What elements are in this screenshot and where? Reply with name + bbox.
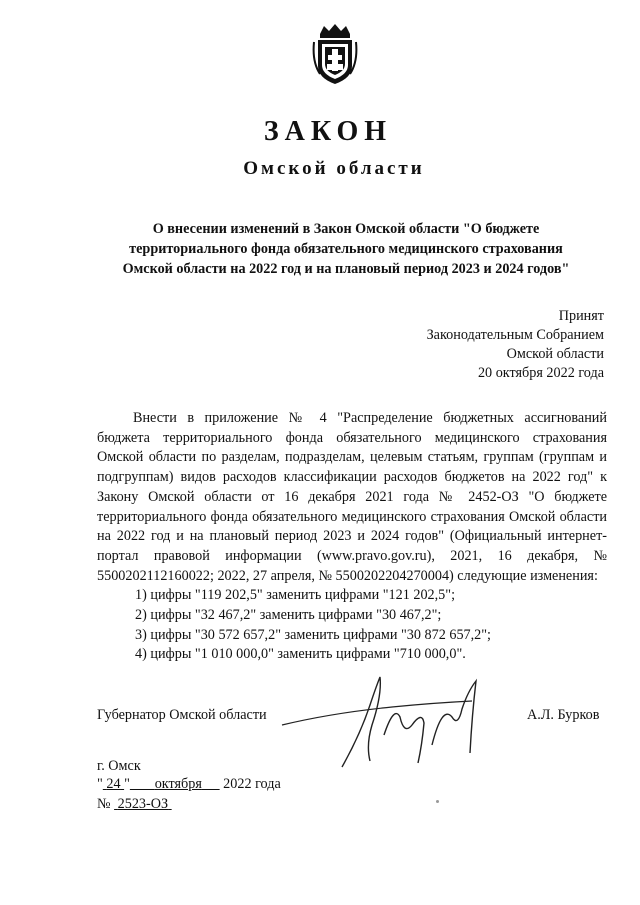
date-year: 2022 года	[223, 776, 281, 792]
governor-label: Губернатор Омской области	[97, 707, 267, 723]
document-title: ЗАКОН	[263, 116, 393, 147]
law-heading-line: О внесении изменений в Закон Омской области "О бюджете	[152, 221, 540, 237]
scan-speck	[436, 800, 439, 803]
law-body	[97, 409, 607, 665]
law-heading	[90, 219, 602, 279]
number-value: 2523-ОЗ	[117, 796, 169, 812]
date-day: 24	[106, 776, 121, 792]
signing-city: г. Омск	[97, 758, 141, 774]
amendment-item: 3) цифры "30 572 657,2" заменить цифрами "30 872 657,2";	[135, 626, 492, 643]
adoption-line: Законодательным Собранием	[426, 327, 604, 343]
amendment-item: 1) цифры "119 202,5" заменить цифрами "121 202,5";	[135, 587, 456, 604]
adoption-line: Принят	[558, 308, 604, 324]
body-paragraph: Внести в приложение № 4 "Распределение бюджетных ассигнований бюджета территориального фонда обязательного медицинского страхования Омской области по разделам, подразделам, целевым статьям, группам (группам и подгруппам) видов расходов классификации расходов бюджетов на 2022 год" к Закону Омской области от 16 декабря 2021 года № 2452-ОЗ "О бюджете территориального фонда обязательного медицинского страхования Омской области на 2022 год и на плановый период 2023 и 2024 годов" (Официальный интернет-портал правовой информации (www.pravo.gov.ru), 2021, 16 декабря, № 5500202112160022; 2022, 27 апреля, № 5500202204270004) следующие изменения:	[97, 410, 607, 584]
date-month: октября	[154, 776, 202, 792]
signing-date	[97, 776, 281, 793]
adoption-block	[427, 307, 604, 383]
amendment-item: 2) цифры "32 467,2" заменить цифрами "30 467,2";	[135, 607, 442, 624]
law-number	[97, 796, 172, 813]
amendment-item: 4) цифры "1 010 000,0" заменить цифрами "710 000,0".	[135, 646, 466, 663]
adoption-line: Омской области	[506, 346, 604, 362]
law-heading-line: Омской области на 2022 год и на плановый период 2023 и 2024 годов"	[122, 261, 570, 277]
document-subtitle: Омской области	[243, 158, 425, 179]
law-heading-line: территориального фонда обязательного медицинского страхования	[129, 241, 563, 257]
adoption-line: 20 октября 2022 года	[477, 365, 604, 381]
number-prefix: №	[97, 796, 111, 812]
omsk-coat-of-arms-emblem	[312, 22, 358, 86]
signer-name: А.Л. Бурков	[527, 707, 600, 723]
handwritten-signature	[272, 665, 512, 775]
date-quote-open: "	[97, 776, 103, 792]
date-quote-close: "	[124, 776, 130, 792]
